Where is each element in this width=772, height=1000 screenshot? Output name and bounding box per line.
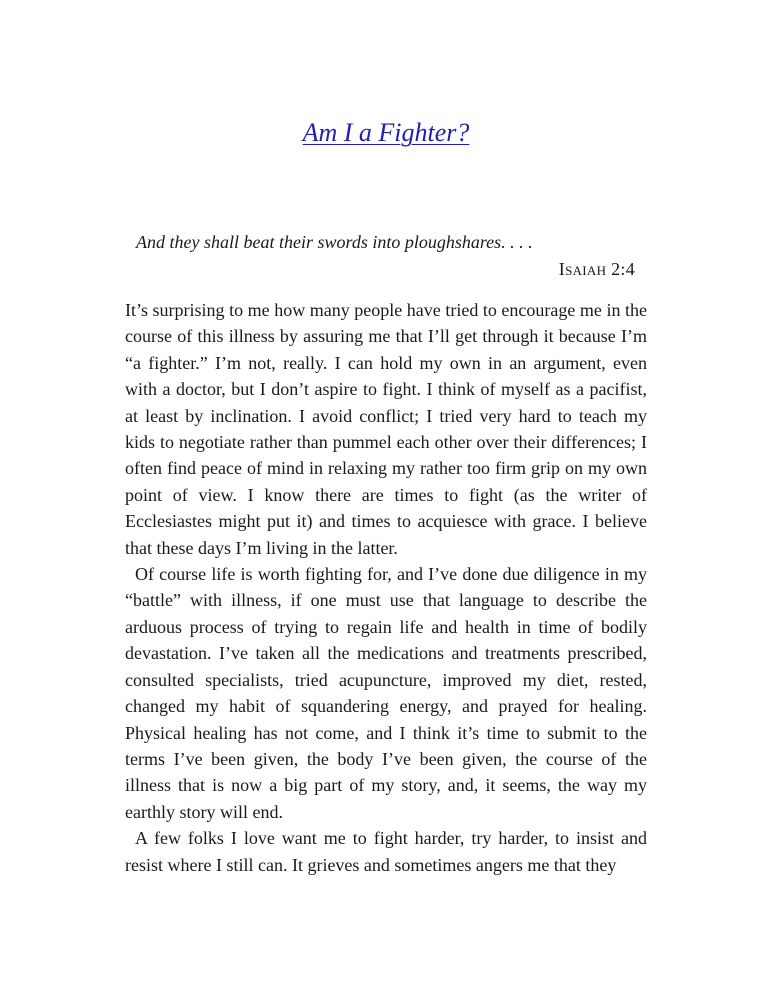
body-paragraph: Of course life is worth fighting for, and I’ve done due diligence in my “battle” with illness, if one must use that language to describe the arduous process of trying to regain life and health in time of bodily devastation. I’ve taken all the medications and treatments prescribed, consulted specialists, tried acupuncture, improved my diet, rested, changed my habit of squandering energy, and prayed for healing. Physical healing has not come, and I think it’s time to submit to the terms I’ve been given, the body I’ve been given, the course of the illness that is now a big part of my story, and, it seems, the way my earthly story will end. bbox=[125, 564, 647, 822]
body-paragraph: A few folks I love want me to fight harder, try harder, to insist and resist where I still can. It grieves and sometimes angers me that they bbox=[125, 828, 647, 875]
body-paragraph: It’s surprising to me how many people have tried to encourage me in the course of this illness by assuring me that I’ll get through it because I’m “a fighter.” I’m not, really. I can hold my own in an argument, even with a doctor, but I don’t aspire to fight. I think of myself as a pacifist, at least by inclination. I avoid conflict; I tried very hard to teach my kids to negotiate rather than pummel each other over their differences; I often find peace of mind in relaxing my rather too firm grip on my own point of view. I know there are times to fight (as the writer of Ecclesiastes might put it) and times to acquiesce with grace. I believe that these days I’m living in the latter. bbox=[125, 300, 647, 558]
chapter-body bbox=[125, 297, 647, 878]
epigraph-quote: And they shall beat their swords into ploughshares. . . . bbox=[136, 232, 533, 252]
chapter-title-link[interactable]: Am I a Fighter? bbox=[302, 118, 470, 147]
chapter-title bbox=[0, 118, 772, 148]
epigraph-source: Isaiah 2:4 bbox=[558, 259, 635, 279]
